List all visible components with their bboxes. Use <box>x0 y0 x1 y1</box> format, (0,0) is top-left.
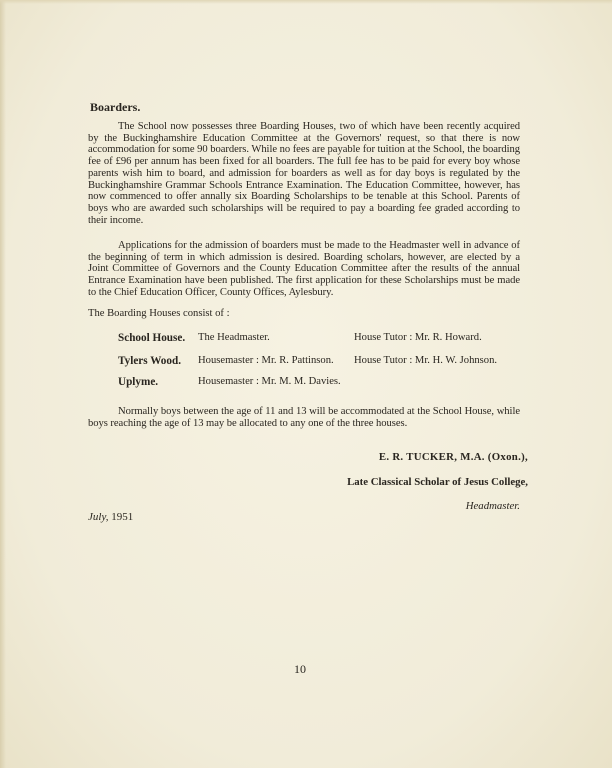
signature-role: Headmaster. <box>465 500 520 512</box>
house-master: Housemaster : Mr. M. M. Davies. <box>198 376 341 387</box>
house-tutor: House Tutor : Mr. H. W. Johnson. <box>354 355 498 366</box>
house-row <box>118 355 538 369</box>
house-name: School House. <box>118 332 186 344</box>
paragraph-age-allocation: Normally boys between the age of 11 and 13 will be accommodated at the School House, while boys reaching the age of 13 may be allocated to any one of the three houses. <box>88 406 520 429</box>
house-master: Housemaster : Mr. R. Pattinson. <box>198 355 334 366</box>
house-name: Tylers Wood. <box>118 355 181 367</box>
page-edge-shadow <box>0 0 6 768</box>
date-month: July, <box>88 511 109 523</box>
page-top-shadow <box>0 0 612 4</box>
signature-title: Late Classical Scholar of Jesus College, <box>347 476 528 488</box>
house-name: Uplyme. <box>118 376 159 388</box>
date-year: 1951 <box>111 511 134 523</box>
paragraph-applications: Applications for the admission of boarders must be made to the Headmaster well in advance of the beginning of term in which admission is desired. Boarding scholars, however, are elected by a Joint Committee of Governors and the County Education Committee after the results of the annual Entrance Examination have been published. The first application for these Scholarships must be made to the Chief Education Officer, County Offices, Aylesbury. <box>88 240 520 298</box>
section-heading: Boarders. <box>90 100 141 114</box>
house-tutor: House Tutor : Mr. R. Howard. <box>354 332 482 343</box>
paragraph-boarding-houses: The School now possesses three Boarding Houses, two of which have been recently acquired by the Buckinghamshire Education Committee at the Governors' request, so that there is now accommodation for some 90 boarders. While no fees are payable for tuition at the School, the boarding fee of £96 per annum has been fixed for all boarders. The full fee has to be paid for every boy whose parents wish him to board, and admission for boarders as well as for day boys is regulated by the Buckinghamshire Grammar Schools Entrance Examination. The Education Committee, however, has now commenced to offer annally six Boarding Scholarships to be tenable at this School. Parents of boys who are awarded such scholarships will be required to pay a boarding fee graded according to their income. <box>88 121 520 226</box>
house-master: The Headmaster. <box>198 332 270 343</box>
signature-name: E. R. TUCKER, M.A. (Oxon.), <box>378 451 528 463</box>
house-row <box>118 332 538 346</box>
houses-intro: The Boarding Houses consist of : <box>88 308 230 319</box>
page-number: 10 <box>294 662 306 676</box>
house-row <box>118 376 538 390</box>
document-date <box>88 511 133 523</box>
